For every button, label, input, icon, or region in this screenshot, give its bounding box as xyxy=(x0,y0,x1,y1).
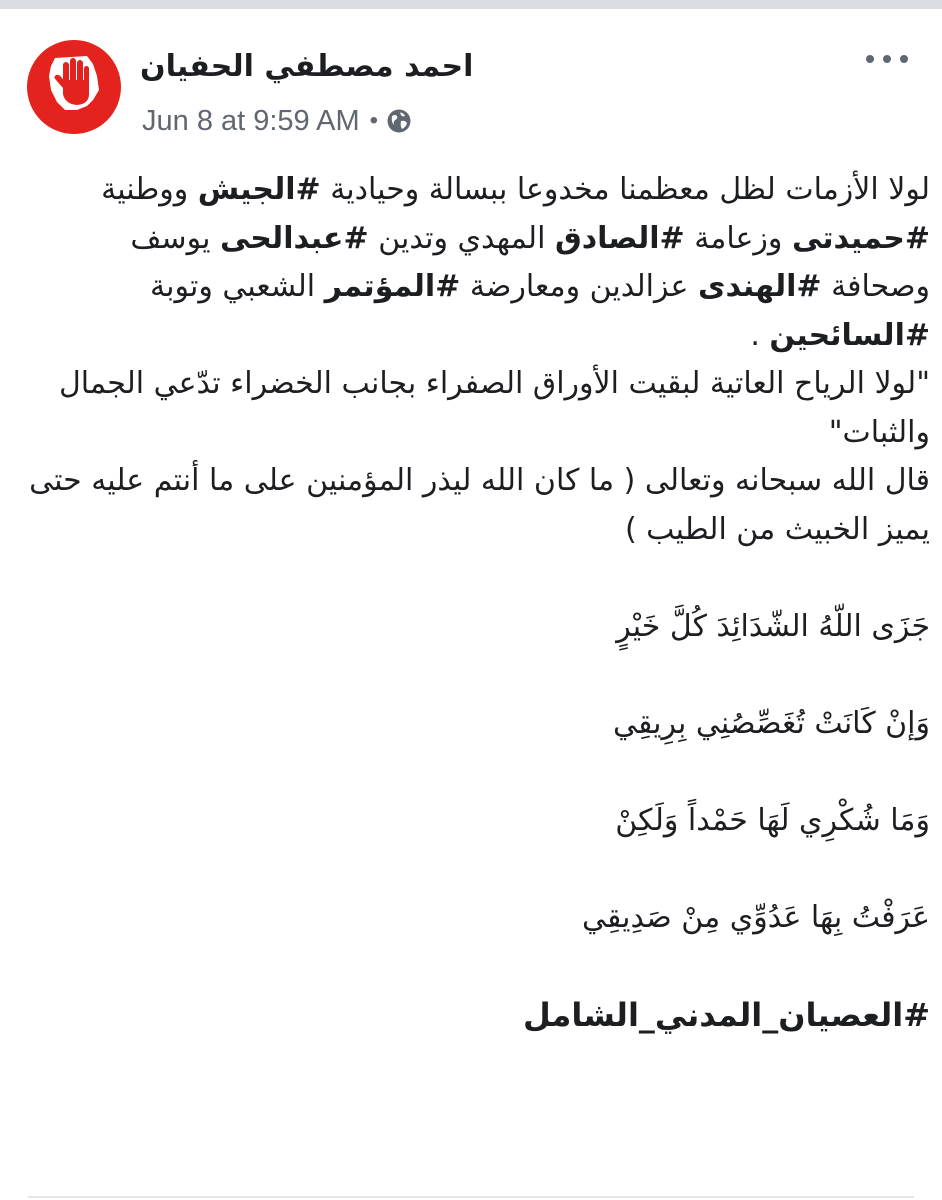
top-divider xyxy=(0,0,942,9)
bottom-divider xyxy=(28,1196,914,1198)
post-quote: "لولا الرياح العاتية لبقيت الأوراق الصفراء بجانب الخضراء تدّعي الجمال والثبات" xyxy=(58,366,930,450)
hashtag-link[interactable]: #الصادق xyxy=(554,220,685,256)
more-horizontal-icon xyxy=(866,55,874,63)
post-text: وزعامة xyxy=(684,220,792,256)
post-text: . xyxy=(750,317,770,353)
hashtag-link[interactable]: #المؤتمر xyxy=(324,269,461,304)
poem-line: عَرَفْتُ بِهَا عَدُوِّي مِنْ صَدِيقِي xyxy=(582,899,930,935)
post-meta xyxy=(142,101,412,141)
raised-hand-sudan-map-icon xyxy=(27,40,121,134)
hashtag-link[interactable]: #الهندى xyxy=(698,269,822,304)
post-verse: قال الله سبحانه وتعالى ( ما كان الله ليذر المؤمنين على ما أنتم عليه حتى يميز الخبيث من الطيب ) xyxy=(29,463,930,547)
meta-separator: • xyxy=(369,107,379,134)
post-text: عزالدين ومعارضة xyxy=(460,269,698,304)
poem-line: وَإنْ كَانَتْ تُغَصِّصُنِي بِرِيقِي xyxy=(612,705,930,741)
author-name[interactable]: احمد مصطفي الحفيان xyxy=(140,49,474,84)
hashtag-link[interactable]: #عبدالحى xyxy=(219,220,369,256)
post-timestamp[interactable]: Jun 8 at 9:59 AM xyxy=(142,104,360,137)
more-options-button[interactable] xyxy=(866,47,908,71)
globe-icon[interactable] xyxy=(386,108,412,134)
post-text: لولا الأزمات لظل معظمنا مخدوعا ببسالة وحيادية xyxy=(320,172,930,207)
avatar[interactable] xyxy=(27,40,121,134)
hashtag-link[interactable]: #العصيان_المدني_الشامل xyxy=(522,995,930,1034)
poem-line: جَزَى اللّهُ الشّدَائِدَ كُلَّ خَيْرٍ xyxy=(616,608,930,644)
hashtag-link[interactable]: #السائحين xyxy=(769,317,930,353)
post-paragraph-hashtags xyxy=(24,166,930,360)
hashtag-link[interactable]: #حميدتى xyxy=(791,220,930,256)
hashtag-link[interactable]: #الجيش xyxy=(197,172,321,207)
post-header xyxy=(0,9,942,149)
post-text: ووطنية xyxy=(101,172,198,207)
post-body xyxy=(24,166,930,1039)
poem-line: وَمَا شُكْرِي لَهَا حَمْداً وَلَكِنْ xyxy=(615,802,930,838)
post-text: المهدي وتدين xyxy=(368,220,555,256)
post-text: يوسف وصحافة xyxy=(130,220,930,304)
post-text: الشعبي وتوبة xyxy=(150,269,325,304)
